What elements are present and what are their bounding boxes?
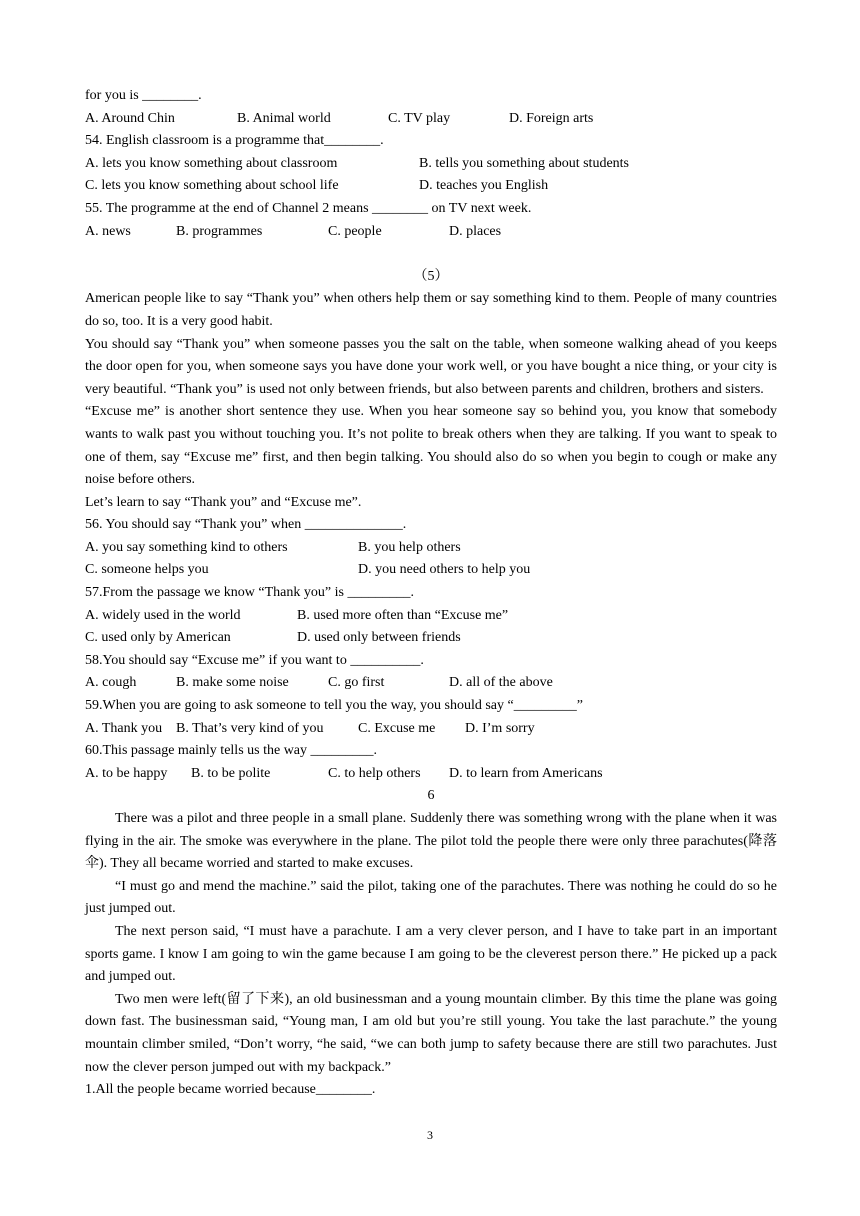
q54-options-row1 xyxy=(85,153,777,176)
passage-paragraph: Two men were left(留了下来), an old businessman and a young mountain climber. By this time the plane was going down fast. The businessman said, “Young man, I am old but you’re still young. You take the last parachute.” the young mountain climber smiled, “Don’t worry, “he said, “we can both jump to safety because there are still two parachutes. Just now the clever person jumped out with my backpack.” xyxy=(85,991,777,1075)
q56-stem: 56. You should say “Thank you” when ______________. xyxy=(85,517,407,533)
q54-stem: 54. English classroom is a programme that________. xyxy=(85,133,384,149)
option: B. make some noise xyxy=(176,675,289,691)
option: C. TV play xyxy=(388,110,451,126)
page-number: 3 xyxy=(427,1128,433,1142)
option: A. Around Chin xyxy=(85,110,175,126)
option: C. go first xyxy=(328,675,385,691)
passage-paragraph: The next person said, “I must have a parachute. I am a very clever person, and I have to take part in an important sports game. I know I am going to win the game because I am going to be the cleverest person there.” He picked up a pack and jumped out. xyxy=(85,923,777,985)
passage-paragraph: There was a pilot and three people in a small plane. Suddenly there was something wrong with the plane when it was flying in the air. The smoke was everywhere in the plane. The pilot told the people there were only three parachutes(降落伞). They all became worried and started to make excuses. xyxy=(85,811,777,872)
option: A. widely used in the world xyxy=(85,607,241,623)
section-heading-5: （5） xyxy=(413,268,449,284)
q53-options xyxy=(85,108,777,131)
option: B. programmes xyxy=(176,223,263,239)
q57-options-row2 xyxy=(85,627,777,650)
option: D. I’m sorry xyxy=(465,720,535,736)
option: D. Foreign arts xyxy=(509,110,594,126)
option: A. Thank you xyxy=(85,720,163,736)
spacer xyxy=(85,243,777,266)
option: C. someone helps you xyxy=(85,562,209,578)
passage-paragraph: Let’s learn to say “Thank you” and “Excuse me”. xyxy=(85,494,362,510)
q53-tail: for you is ________. xyxy=(85,88,202,103)
option: B. you help others xyxy=(358,539,461,555)
page-content xyxy=(85,85,777,1102)
option: A. cough xyxy=(85,675,137,691)
option: B. used more often than “Excuse me” xyxy=(297,607,509,623)
q56-options-row1 xyxy=(85,537,777,560)
option: A. to be happy xyxy=(85,765,168,781)
q58-options xyxy=(85,672,777,695)
q55-stem: 55. The programme at the end of Channel 2 means ________ on TV next week. xyxy=(85,200,532,216)
q60-options xyxy=(85,763,777,786)
option: C. people xyxy=(328,223,382,239)
section-heading-6: 6 xyxy=(427,788,435,804)
q54-options-row2 xyxy=(85,175,777,198)
option: A. lets you know something about classroom xyxy=(85,155,338,171)
q57-options-row1 xyxy=(85,605,777,628)
option: B. tells you something about students xyxy=(419,155,629,171)
option: D. places xyxy=(449,223,502,239)
q56-options-row2 xyxy=(85,559,777,582)
option: B. That’s very kind of you xyxy=(176,720,324,736)
option: C. used only by American xyxy=(85,630,231,646)
q59-options xyxy=(85,718,777,741)
q58-stem: 58.You should say “Excuse me” if you want to __________. xyxy=(85,652,424,668)
option: D. teaches you English xyxy=(419,178,549,194)
q57-stem: 57.From the passage we know “Thank you” is _________. xyxy=(85,585,414,601)
option: A. news xyxy=(85,223,131,239)
passage-paragraph: You should say “Thank you” when someone passes you the salt on the table, when someone walking ahead of you keeps the door open for you, when someone says you have done your work well, or you have bought a nice thing, or your city is very beautiful. “Thank you” is used not only between friends, but also between parents and children, brothers and sisters. xyxy=(85,336,777,397)
q59-stem: 59.When you are going to ask someone to tell you the way, you should say “_________” xyxy=(85,698,583,714)
q55-options xyxy=(85,221,777,244)
option: D. used only between friends xyxy=(297,630,461,646)
option: C. lets you know something about school life xyxy=(85,178,339,194)
passage-paragraph: “Excuse me” is another short sentence they use. When you hear someone say so behind you, you know that somebody wants to walk past you without touching you. It’s not polite to break others when they are talking. If you want to speak to one of them, say “Excuse me” first, and then begin talking. You should also do so when you begin to cough or make any noise before others. xyxy=(85,404,777,488)
option: A. you say something kind to others xyxy=(85,539,288,555)
option: B. Animal world xyxy=(237,110,331,126)
option: D. to learn from Americans xyxy=(449,765,603,781)
passage-paragraph: “I must go and mend the machine.” said the pilot, taking one of the parachutes. There was nothing he could do so he just jumped out. xyxy=(85,878,777,917)
option: D. all of the above xyxy=(449,675,553,691)
passage-paragraph: American people like to say “Thank you” when others help them or say something kind to them. People of many countries do so, too. It is a very good habit. xyxy=(85,291,777,329)
option: D. you need others to help you xyxy=(358,562,531,578)
q60-stem: 60.This passage mainly tells us the way _________. xyxy=(85,743,378,759)
option: B. to be polite xyxy=(191,765,271,781)
option: C. Excuse me xyxy=(358,720,436,736)
q1-stem: 1.All the people became worried because________. xyxy=(85,1082,376,1098)
option: C. to help others xyxy=(328,765,421,781)
